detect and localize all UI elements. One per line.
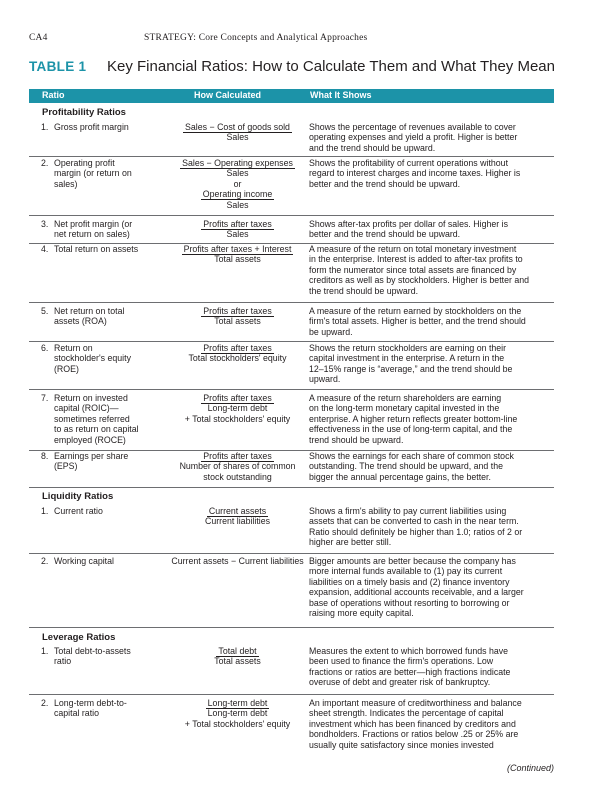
table-row: 4. Total return on assets Profits after taxes + Interest Total assets A measure of the return on total monetary investment in the enterprise. Interest is added to after-tax profits to form the numerator since total assets are financed by creditors as well as by stockholders. Higher is better and the trend should be upward. bbox=[29, 244, 554, 303]
ratio-name: Return on invested capital (ROIC)— sometimes referred to as return on capital employed (ROCE) bbox=[54, 393, 139, 445]
ratio-formula: Profits after taxes Sales bbox=[203, 219, 272, 240]
table-row: 2. Long-term debt-to- capital ratio Long-term debt Long-term debt + Total stockholders' equity An important measure of creditworthiness and balance sheet strength. Indicates the percentage of capital investment which has been financed by creditors and bondholders. Fractions or ratios below .25 or 25% are usually quite satisfactory since monies invested bbox=[29, 698, 554, 756]
table-row: 6. Return on stockholder's equity (ROE) Profits after taxes Total stockholders' equity Shows the return stockholders are earning on their capital investment in the enterprise. A return in the 12–15% range is “average,” and the trend should be upward. bbox=[29, 343, 554, 390]
ratio-formula: Sales − Operating expenses Sales or Operating income Sales bbox=[182, 158, 293, 210]
ratio-name: Return on stockholder's equity (ROE) bbox=[54, 343, 131, 374]
ratio-name: Total return on assets bbox=[54, 244, 139, 254]
table-row: 7. Return on invested capital (ROIC)— sometimes referred to as return on capital employed (ROCE) Profits after taxes Long-term debt + Total stockholders' equity A measure of the return shareholders are earning on the long-term monetary capital invested in the enterprise. A higher return reflects greater bottom-line effectiveness in the use of long-term capital, and the trend should be upward. bbox=[29, 393, 554, 451]
ratio-name: Net return on total assets (ROA) bbox=[54, 306, 125, 327]
section-title-leverage: Leverage Ratios bbox=[42, 632, 116, 643]
ratio-description: An important measure of creditworthiness and balance sheet strength. Indicates the percentage of capital investment which has been financed by creditors and bondholders. Fractions or ratios below .25 or 25% are usually quite satisfactory since monies invested bbox=[309, 698, 522, 750]
ratio-description: Shows after-tax profits per dollar of sales. Higher is better and the trend should be upward. bbox=[309, 219, 508, 240]
header-ratio: Ratio bbox=[42, 90, 65, 100]
ratio-description: A measure of the return earned by stockholders on the firm's total assets. Higher is better, and the trend should be upward. bbox=[309, 306, 526, 337]
ratio-name: Operating profit margin (or return on sales) bbox=[54, 158, 132, 189]
ratio-description: Bigger amounts are better because the company has more internal funds available to (1) pay its current liabilities on a timely basis and (2) finance inventory expansion, additional accounts receivable, and a larger base of operations without resorting to borrowing or raising more equity capital. bbox=[309, 556, 524, 619]
ratio-description: Shows the profitability of current operations without regard to interest charges and income taxes. Higher is better and the trend should be upward. bbox=[309, 158, 521, 189]
ratio-name: Gross profit margin bbox=[54, 122, 129, 132]
table-row: 8. Earnings per share (EPS) Profits after taxes Number of shares of common stock outstanding Shows the earnings for each share of common stock outstanding. The trend should be upward, and the bigger the annual percentage gains, the better. bbox=[29, 451, 554, 488]
ratio-description: A measure of the return shareholders are earning on the long-term monetary capital invested in the enterprise. A higher return reflects greater bottom-line effectiveness in the use of long-term capital, and the trend should be upward. bbox=[309, 393, 518, 445]
ratio-formula: Long-term debt Long-term debt + Total stockholders' equity bbox=[184, 698, 291, 729]
ratio-name: Net profit margin (or net return on sales) bbox=[54, 219, 133, 240]
table-row: 3. Net profit margin (or net return on sales) Profits after taxes Sales Shows after-tax profits per dollar of sales. Higher is better and the trend should be upward. bbox=[29, 219, 554, 244]
table-row: 1. Current ratio Current assets Current liabilities Shows a firm's ability to pay current liabilities using assets that can be converted to cash in the near term. Ratio should definitely be higher than 1.0; ratios of 2 or higher are better still. bbox=[29, 506, 554, 554]
ratio-name: Current ratio bbox=[54, 506, 103, 516]
table-row: 2. Operating profit margin (or return on sales) Sales − Operating expenses Sales or Operating income Sales Shows the profitability of current operations without regard to interest charges and income taxes. Higher is better and the trend should be upward. bbox=[29, 158, 554, 216]
ratio-description: Shows the return stockholders are earning on their capital investment in the enterprise. A return in the 12–15% range is “average,” and the trend should be upward. bbox=[309, 343, 513, 385]
ratio-name: Earnings per share (EPS) bbox=[54, 451, 129, 472]
header-how-calculated: How Calculated bbox=[194, 90, 262, 100]
ratio-formula: Profits after taxes Total stockholders' equity bbox=[188, 343, 287, 364]
ratio-formula: Profits after taxes Long-term debt + Total stockholders' equity bbox=[184, 393, 291, 424]
ratio-description: Shows the percentage of revenues available to cover operating expenses and yield a profit. Higher is better and the trend should be upward. bbox=[309, 122, 518, 153]
ratio-description: A measure of the return on total monetary investment in the enterprise. Interest is added to after-tax profits to form the numerator since total assets are financed by creditors as well as by stockholders. Higher is better and the trend should be upward. bbox=[309, 244, 530, 296]
ratio-formula: Profits after taxes Total assets bbox=[203, 306, 272, 327]
section-title-liquidity: Liquidity Ratios bbox=[42, 491, 114, 502]
table-row: 1. Total debt-to-assets ratio Total debt Total assets Measures the extent to which borrowed funds have been used to finance the firm's operations. Low fractions or ratios are better—high fractions indicate overuse of debt and greater risk of bankruptcy. bbox=[29, 646, 554, 695]
running-head-section: STRATEGY: Core Concepts and Analytical Approaches bbox=[144, 33, 368, 43]
table-row: 5. Net return on total assets (ROA) Profits after taxes Total assets A measure of the return earned by stockholders on the firm's total assets. Higher is better, and the trend should be upward. bbox=[29, 306, 554, 342]
page-number: CA4 bbox=[29, 33, 48, 43]
ratio-description: Measures the extent to which borrowed funds have been used to finance the firm's operations. Low fractions or ratios are better—high fractions indicate overuse of debt and greater risk of bankruptcy. bbox=[309, 646, 511, 688]
ratio-formula: Sales − Cost of goods sold Sales bbox=[185, 122, 290, 143]
ratio-formula: Profits after taxes + Interest Total assets bbox=[183, 244, 292, 265]
table-row: 2. Working capital Current assets − Current liabilities Bigger amounts are better because the company has more internal funds available to (1) pay its current liabilities on a timely basis and (2) finance inventory expansion, additional accounts receivable, and a larger base of operations without resorting to borrowing or raising more equity capital. bbox=[29, 556, 554, 628]
ratio-name: Total debt-to-assets ratio bbox=[54, 646, 131, 667]
table-row: 1. Gross profit margin Sales − Cost of goods sold Sales Shows the percentage of revenues available to cover operating expenses and yield a profit. Higher is better and the trend should be upward. bbox=[29, 122, 554, 157]
running-head bbox=[29, 33, 582, 45]
continued-note: (Continued) bbox=[506, 763, 554, 773]
ratio-description: Shows the earnings for each share of common stock outstanding. The trend should be upward, and the bigger the annual percentage gains, the better. bbox=[309, 451, 514, 482]
ratio-name: Working capital bbox=[54, 556, 114, 566]
ratio-name: Long-term debt-to- capital ratio bbox=[54, 698, 127, 719]
ratio-formula: Current assets Current liabilities bbox=[204, 506, 271, 527]
ratio-description: Shows a firm's ability to pay current liabilities using assets that can be converted to cash in the near term. Ratio should definitely be higher than 1.0; ratios of 2 or higher are better still. bbox=[309, 506, 523, 548]
table-title-block bbox=[29, 59, 582, 79]
ratio-formula: Profits after taxes Number of shares of common stock outstanding bbox=[179, 451, 296, 482]
ratio-formula: Total debt Total assets bbox=[214, 646, 261, 667]
table-title: Key Financial Ratios: How to Calculate Them and What They Mean bbox=[107, 58, 555, 75]
table-label: TABLE 1 bbox=[29, 59, 87, 74]
header-what-it-shows: What It Shows bbox=[310, 90, 372, 100]
table-header bbox=[29, 89, 554, 103]
ratio-formula: Current assets − Current liabilities bbox=[171, 556, 304, 566]
section-title-profitability: Profitability Ratios bbox=[42, 107, 126, 118]
